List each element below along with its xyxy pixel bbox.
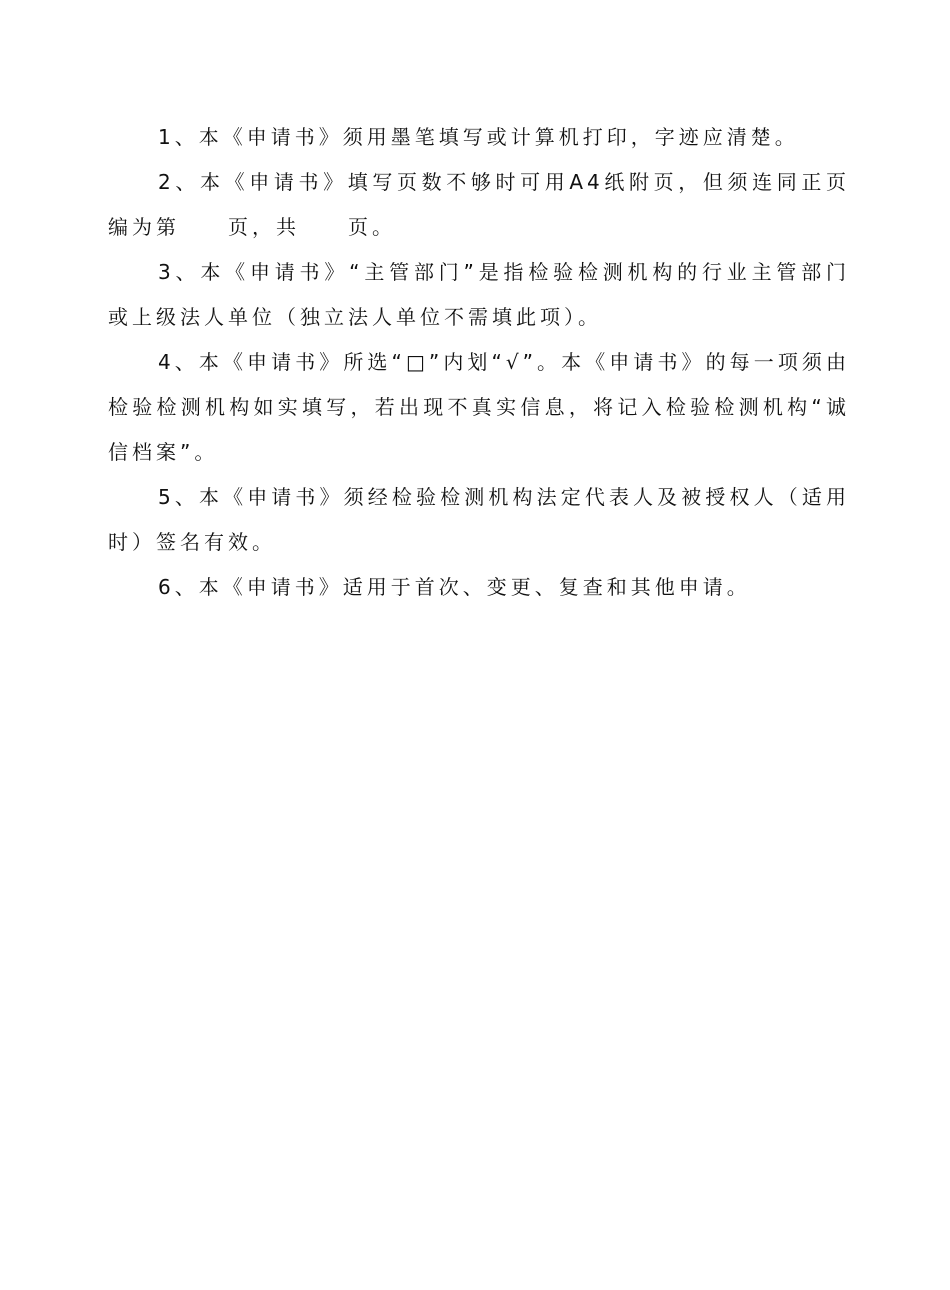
instruction-item-5: 5、本《申请书》须经检验检测机构法定代表人及被授权人（适用时）签名有效。: [108, 485, 850, 554]
instruction-item-1: 1、本《申请书》须用墨笔填写或计算机打印，字迹应清楚。: [158, 125, 799, 149]
instruction-item-6: 6、本《申请书》适用于首次、变更、复查和其他申请。: [158, 575, 751, 599]
instruction-item-4: 4、本《申请书》所选“□”内划“√”。本《申请书》的每一项须由检验检测机构如实填写，若出现不真实信息，将记入检验检测机构“诚信档案”。: [108, 350, 850, 464]
instruction-item-3: 3、本《申请书》“主管部门”是指检验检测机构的行业主管部门或上级法人单位（独立法人单位不需填此项）。: [108, 260, 850, 329]
instruction-item-2: 2、本《申请书》填写页数不够时可用A4纸附页，但须连同正页编为第 页，共 页。: [108, 170, 850, 239]
instructions-page: [108, 115, 850, 610]
